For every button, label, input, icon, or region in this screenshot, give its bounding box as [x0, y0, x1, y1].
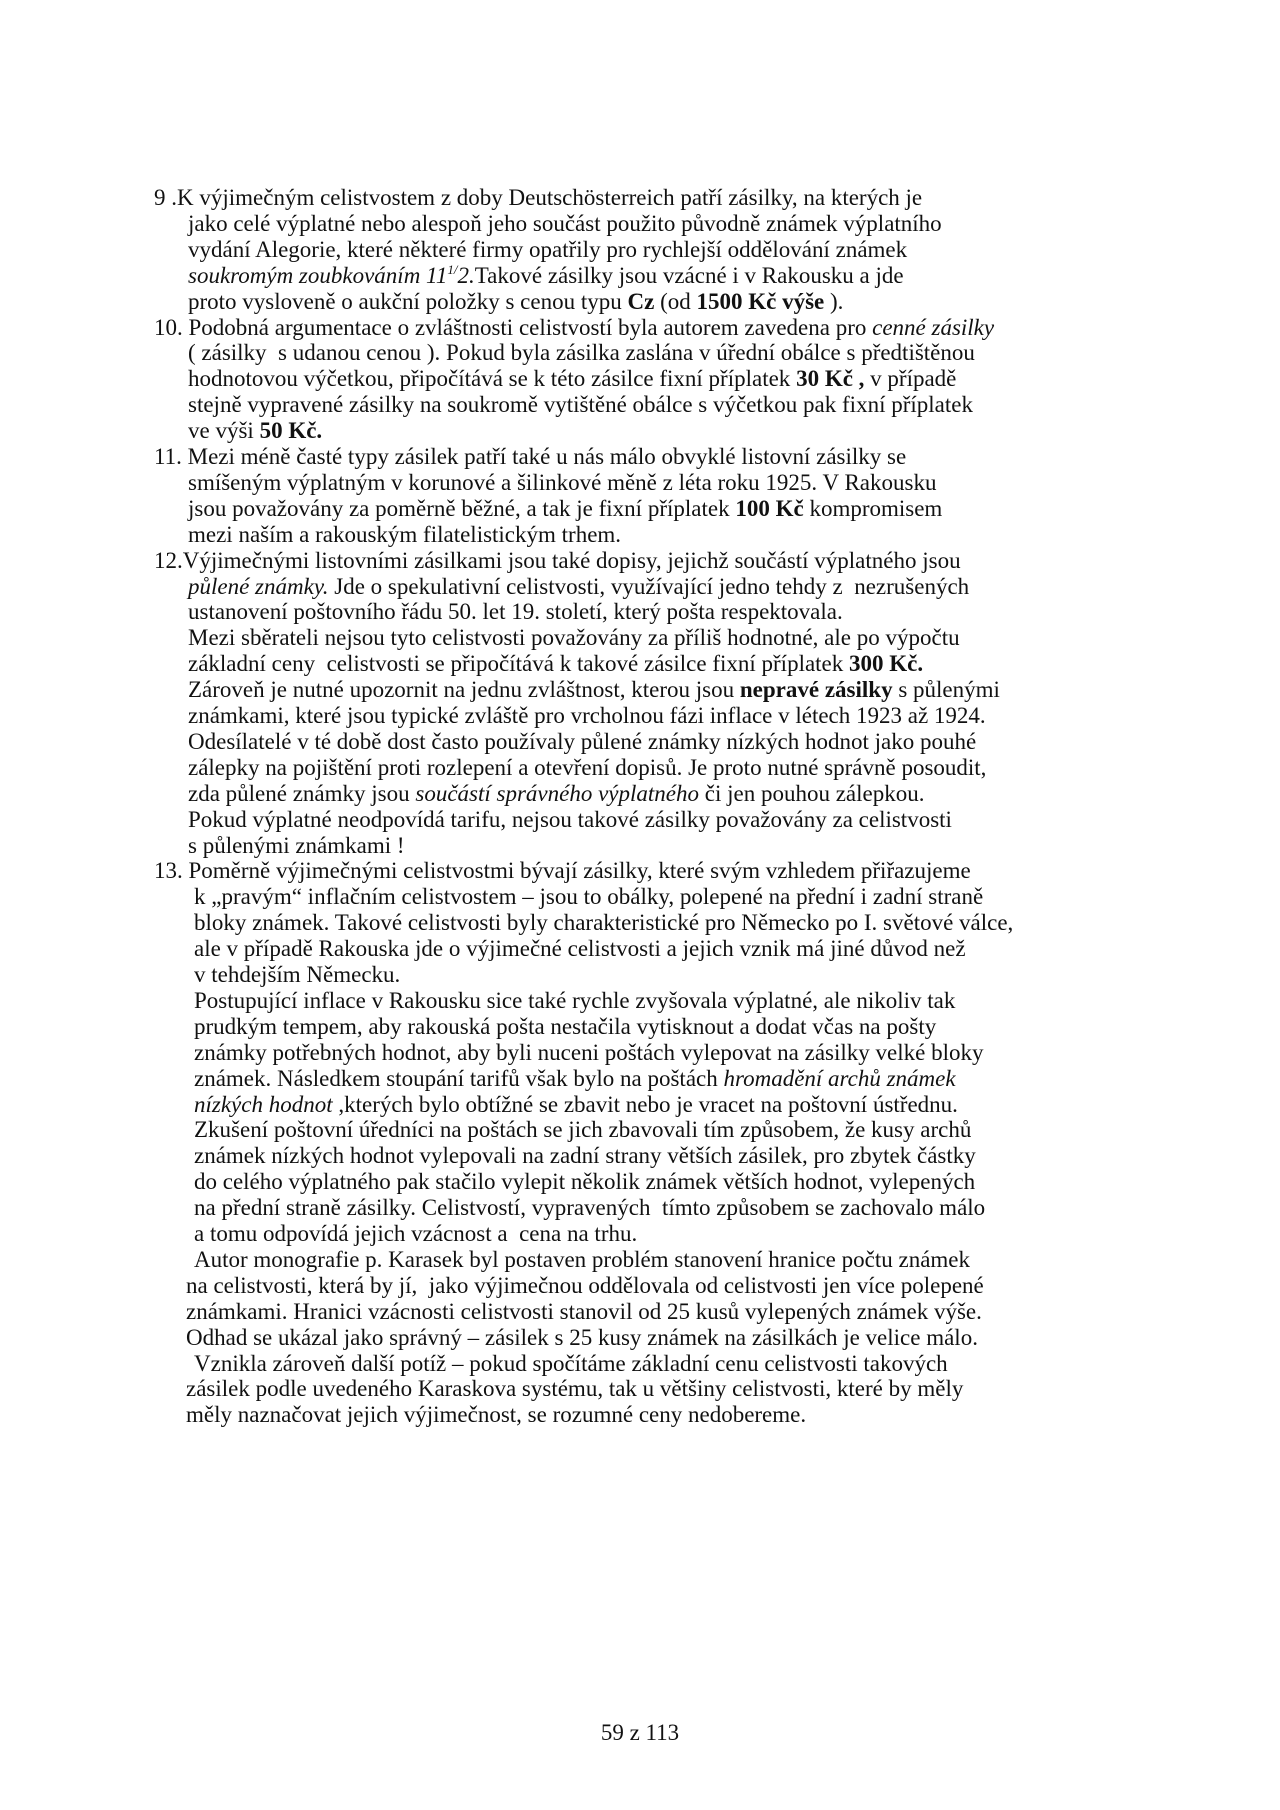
- text-run: jsou považovány za poměrně běžné, a tak je fixní příplatek: [188, 495, 736, 521]
- text-run: ( zásilky s udanou cenou ). Pokud byla zásilka zaslána v úřední obálce s předtištěnou: [188, 340, 975, 366]
- text-run: 11. Mezi méně časté typy zásilek patří také u nás málo obvyklé listovní zásilky se: [154, 444, 907, 469]
- italic-text: nízkých hodnot: [194, 1091, 333, 1117]
- text-run: základní ceny celistvosti se připočítává k takové zásilce fixní příplatek: [188, 651, 850, 677]
- superscript-text: 1/: [447, 261, 458, 277]
- text-run: 10. Podobná argumentace o zvláštnosti celistvostí byla autorem zavedena pro: [154, 314, 873, 340]
- text-run: proto vysloveně o aukční položky s cenou typu: [188, 288, 628, 314]
- bold-text: nepravé zásilky: [739, 677, 893, 703]
- text-run: Takové zásilky jsou vzácné i v Rakousku a jde: [474, 262, 904, 288]
- text-run: (od: [654, 288, 697, 314]
- page-number: 59 z 113: [600, 1720, 680, 1745]
- text-run: ale v případě Rakouska jde o výjimečné celistvosti a jejich vznik má jiné důvod než: [194, 936, 966, 962]
- text-run: zálepky na pojištění proti rozlepení a otevření dopisů. Je proto nutné správně posoudit,: [188, 754, 987, 780]
- text-run: známek. Následkem stoupání tarifů však bylo na poštách: [194, 1065, 724, 1091]
- italic-text: 2.: [457, 262, 475, 288]
- text-run: do celého výplatného pak stačilo vylepit několik známek větších hodnot, vylepených: [194, 1169, 976, 1195]
- text-run: známkami, které jsou typické zvláště pro vrcholnou fázi inflace v létech 1923 až 1924.: [188, 703, 986, 728]
- text-run: v tehdejším Německu.: [194, 962, 401, 987]
- text-run: Jde o spekulativní celistvosti, využívající jedno tehdy z nezrušených: [328, 573, 970, 599]
- text-run: stejně vypravené zásilky na soukromě vytištěné obálce s výčetkou pak fixní příplatek: [188, 392, 973, 418]
- text-run: Zkušení poštovní úředníci na poštách se jich zbavovali tím způsobem, že kusy archů: [194, 1117, 972, 1143]
- bold-text: Cz: [627, 288, 655, 314]
- text-run: Autor monografie p. Karasek byl postaven problém stanovení hranice počtu známek: [194, 1246, 971, 1272]
- text-run: či jen pouhou zálepkou.: [699, 780, 925, 806]
- text-run: mezi naším a rakouským filatelistickým trhem.: [188, 521, 622, 547]
- bold-text: 1500 Kč výše: [696, 288, 825, 314]
- text-run: známek nízkých hodnot vylepovali na zadní strany větších zásilek, pro zbytek částky: [194, 1143, 976, 1169]
- text-run: k „pravým“ inflačním celistvostem – jsou to obálky, polepené na přední i zadní straně: [194, 884, 984, 910]
- text-run: Odhad se ukázal jako správný – zásilek s 25 kusy známek na zásilkách je velice málo.: [186, 1324, 978, 1350]
- text-run: známkami. Hranici vzácnosti celistvosti stanovil od 25 kusů vylepených známek výše.: [186, 1298, 982, 1324]
- text-run: s půlenými známkami !: [188, 832, 405, 858]
- italic-text: cenné zásilky: [872, 314, 995, 340]
- text-run: 9 .K výjimečným celistvostem z doby Deutschösterreich patří zásilky, na kterých je: [154, 185, 923, 210]
- text-run: měly naznačovat jejich výjimečnost, se rozumné ceny nedobereme.: [186, 1402, 807, 1428]
- text-run: Postupující inflace v Rakousku sice také rychle zvyšovala výplatné, ale nikoliv tak: [194, 987, 956, 1013]
- bold-text: 30 Kč ,: [796, 366, 865, 392]
- text-run: 12.Výjimečnými listovními zásilkami jsou také dopisy, jejichž součástí výplatného jsou: [154, 547, 961, 573]
- text-run: smíšeným výplatným v korunové a šilinkové měně z léta roku 1925. V Rakousku: [188, 469, 937, 495]
- text-run: zásilek podle uvedeného Karaskova systému, tak u většiny celistvosti, které by měly: [186, 1376, 964, 1402]
- text-run: s půlenými: [892, 677, 1000, 703]
- text-run: Mezi sběrateli nejsou tyto celistvosti považovány za příliš hodnotné, ale po výpočtu: [188, 625, 960, 651]
- italic-text: soukromým zoubkováním 11: [188, 262, 448, 288]
- bold-text: 100 Kč: [735, 495, 804, 521]
- text-run: známky potřebných hodnot, aby byli nuceni poštách vylepovat na zásilky velké bloky: [194, 1039, 984, 1065]
- bold-text: 300 Kč.: [849, 651, 924, 677]
- text-line: [186, 1400, 806, 1430]
- text-run: na přední straně zásilky. Celistvostí, vypravených tímto způsobem se zachovalo málo: [194, 1195, 986, 1221]
- text-run: 13. Poměrně výjimečnými celistvostmi bývají zásilky, které svým vzhledem přiřazujeme: [154, 858, 971, 884]
- text-run: na celistvosti, která by jí, jako výjimečnou oddělovala od celistvosti jen více polepené: [186, 1272, 984, 1298]
- text-run: a tomu odpovídá jejich vzácnost a cena na trhu.: [194, 1221, 638, 1246]
- text-run: v případě: [864, 366, 957, 392]
- text-run: Vznikla zároveň další potíž – pokud spočítáme základní cenu celistvosti takových: [194, 1350, 948, 1376]
- text-run: ,kterých bylo obtížné se zbavit nebo je vracet na poštovní ústřednu.: [332, 1091, 958, 1117]
- text-run: prudkým tempem, aby rakouská pošta nestačila vytisknout a dodat včas na pošty: [194, 1013, 937, 1039]
- text-run: kompromisem: [803, 495, 943, 521]
- text-run: vydání Alegorie, které některé firmy opatřily pro rychlejší oddělování známek: [188, 236, 908, 262]
- italic-text: součástí správného výplatného: [415, 780, 699, 806]
- italic-text: hromadění archů známek: [723, 1065, 956, 1091]
- text-run: hodnotovou výčetkou, připočítává se k této zásilce fixní příplatek: [188, 366, 797, 392]
- italic-text: půlené známky.: [188, 573, 329, 599]
- text-run: ).: [824, 288, 844, 314]
- bold-text: 50 Kč.: [259, 418, 323, 444]
- text-run: Pokud výplatné neodpovídá tarifu, nejsou takové zásilky považovány za celistvosti: [188, 806, 952, 832]
- text-run: jako celé výplatné nebo alespoň jeho součást použito původně známek výplatního: [188, 210, 942, 236]
- text-run: Odesílatelé v té době dost často používaly půlené známky nízkých hodnot jako pouhé: [188, 728, 977, 754]
- text-run: zda půlené známky jsou: [188, 780, 416, 806]
- text-run: bloky známek. Takové celistvosti byly charakteristické pro Německo po I. světové válce,: [194, 910, 1014, 936]
- text-run: Zároveň je nutné upozornit na jednu zvláštnost, kterou jsou: [188, 677, 740, 703]
- text-run: ve výši: [188, 418, 260, 444]
- text-run: ustanovení poštovního řádu 50. let 19. století, který pošta respektovala.: [188, 599, 843, 625]
